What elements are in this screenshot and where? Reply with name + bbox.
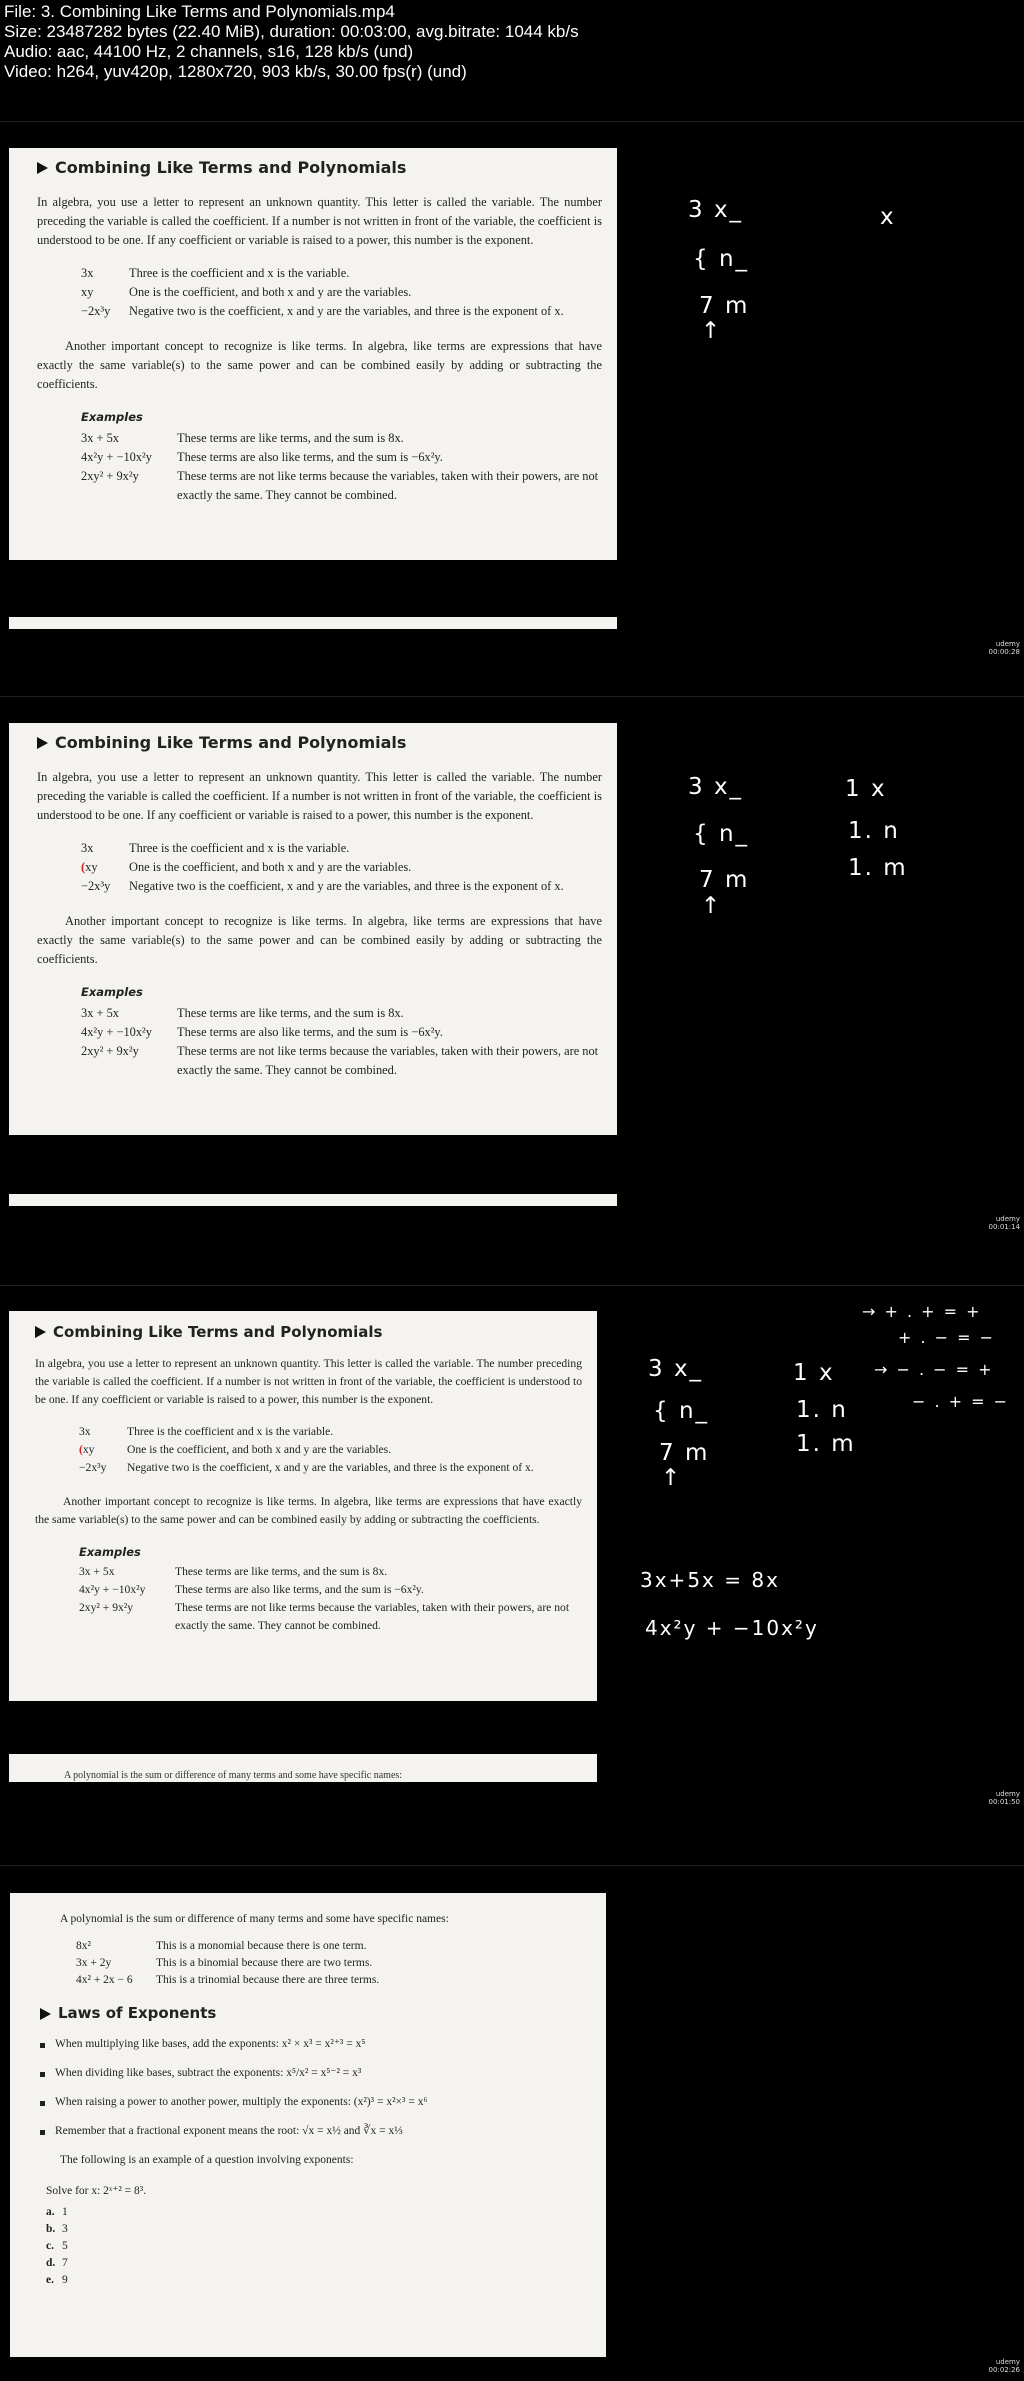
lesson-slide-2 [9,723,617,1135]
examples-heading: Examples [79,1545,141,1559]
like-terms-paragraph: Another important concept to recognize is like terms. In algebra, like terms are expressions that have exactly the same variable(s) to the same power and can be combined easily by adding or subtracting the coefficients. [37,914,602,966]
slide-strip [9,617,617,629]
handwriting: + . − = − [898,1328,996,1347]
annotation-mark-icon: ( [81,860,86,874]
answer-choice: b. 3 [46,2223,68,2235]
polynomial-intro: A polynomial is the sum or difference of many terms and some have specific names: [60,1913,449,1925]
examples-heading: Examples [81,985,143,999]
handwriting: ↑ [701,318,723,344]
video-line: Video: h264, yuv420p, 1280x720, 903 kb/s, 30.00 fps(r) (und) [4,62,467,81]
handwriting: ↑ [661,1465,683,1491]
definition-row: −2x³y Negative two is the coefficient, x and y are the variables, and three is the exponent of x. [81,304,564,318]
handwriting: 1. m [796,1431,856,1457]
handwriting: x [880,204,896,230]
like-terms-paragraph: Another important concept to recognize is like terms. In algebra, like terms are expressions that have exactly the same variable(s) to the same power and can be combined easily by adding or subtracting the coefficients. [37,339,602,391]
polynomial-types [76,1938,586,1989]
file-size-line: Size: 23487282 bytes (22.40 MiB), duration: 00:03:00, avg.bitrate: 1044 kb/s [4,22,579,41]
polynomial-row: 8x² This is a monomial because there is one term. [76,1940,367,1952]
definition-row: 3x Three is the coefficient and x is the variable. [81,266,350,280]
question: Solve for x: 2ˣ⁺² = 8³. [46,2185,147,2197]
definition-row: (xy One is the coefficient, and both x and y are the variables. [81,860,412,874]
law-item: When dividing like bases, subtract the exponents: x⁵/x² = x⁵⁻² = x³ [40,2065,586,2082]
example-row: 2xy² + 9x²y These terms are not like terms because the variables, taken with their powers, are not exactly the same. They cannot be combined. [81,1044,599,1077]
handwriting: 3 x_ [688,774,744,800]
handwriting: { n_ [693,246,750,272]
handwriting: 1. n [848,818,900,844]
example-row: 4x²y + −10x²y These terms are also like terms, and the sum is −6x²y. [81,450,443,464]
intro-paragraph: In algebra, you use a letter to represent an unknown quantity. This letter is called the variable. The number preceding the variable is called the coefficient. If a number is not written in front of the variable, the coefficient is understood to be one. If any coefficient or variable is raised to a power, this number is the exponent. [35,1357,582,1406]
examples-list [79,1563,582,1635]
question-intro: The following is an example of a question involving exponents: [60,2154,354,2166]
definition-row: xy One is the coefficient, and both x and y are the variables. [81,285,412,299]
examples-list [81,1004,602,1080]
answer-choice: c. 5 [46,2240,68,2252]
file-info [4,2,579,82]
annotation-mark-icon: ( [79,1443,83,1456]
definitions [81,264,602,321]
answer-choice: a. 1 [46,2206,68,2218]
timestamp-watermark: udemy 00:00:28 [988,640,1020,656]
answer-choice: d. 7 [46,2257,68,2269]
handwriting: 7 m [659,1440,710,1466]
examples-heading: Examples [81,410,143,424]
intro-paragraph: In algebra, you use a letter to represent an unknown quantity. This letter is called the variable. The number preceding the variable is called the coefficient. If a number is not written in front of the variable, the coefficient is understood to be one. If any coefficient or variable is raised to a power, this number is the exponent. [37,770,602,822]
definitions [79,1423,582,1477]
examples-list [81,429,602,505]
example-row: 3x + 5x These terms are like terms, and the sum is 8x. [81,431,404,445]
handwriting: 1. m [848,855,908,881]
handwriting: 7 m [699,867,750,893]
lesson-title: Combining Like Terms and Polynomials [37,158,602,177]
handwriting: 1 x [793,1360,835,1386]
example-row: 4x²y + −10x²y These terms are also like terms, and the sum is −6x²y. [81,1025,443,1039]
example-row: 2xy² + 9x²y These terms are not like terms because the variables, taken with their powers, are not exactly the same. They cannot be combined. [81,469,599,502]
triangle-bullet-icon [37,162,48,174]
lesson-slide-3 [9,1311,597,1701]
law-item: When multiplying like bases, add the exponents: x² × x³ = x²⁺³ = x⁵ [40,2036,586,2053]
lesson-slide-4 [10,1893,606,2357]
definition-row: −2x³y Negative two is the coefficient, x and y are the variables, and three is the exponent of x. [81,879,564,893]
handwriting: 1. n [796,1397,848,1423]
example-row: 4x²y + −10x²y These terms are also like terms, and the sum is −6x²y. [79,1583,424,1596]
law-item: Remember that a fractional exponent means the root: √x = x½ and ∛x = x⅓ [40,2123,586,2140]
definition-row: −2x³y Negative two is the coefficient, x and y are the variables, and three is the exponent of x. [79,1461,534,1474]
triangle-bullet-icon [40,2008,51,2020]
handwriting: → + . + = + [862,1302,982,1321]
exponent-laws [40,2036,586,2140]
triangle-bullet-icon [35,1326,46,1338]
handwriting: 3 x_ [688,197,744,223]
triangle-bullet-icon [37,737,48,749]
handwriting: 3x+5x = 8x [640,1568,780,1592]
handwriting: 3 x_ [648,1356,704,1382]
timestamp-watermark: udemy 00:01:50 [988,1790,1020,1806]
intro-paragraph: In algebra, you use a letter to represent an unknown quantity. This letter is called the variable. The number preceding the variable is called the coefficient. If a number is not written in front of the variable, the coefficient is understood to be one. If any coefficient or variable is raised to a power, this number is the exponent. [37,195,602,247]
handwriting: 1 x [845,776,887,802]
answer-choices [46,2204,586,2289]
law-item: When raising a power to another power, multiply the exponents: (x²)³ = x²×³ = x⁶ [40,2094,586,2111]
handwriting: 7 m [699,293,750,319]
polynomial-row: 3x + 2y This is a binomial because there are two terms. [76,1957,373,1969]
answer-choice: e. 9 [46,2274,68,2286]
example-row: 3x + 5x These terms are like terms, and the sum is 8x. [81,1006,404,1020]
lesson-slide-1 [9,148,617,560]
like-terms-paragraph: Another important concept to recognize is like terms. In algebra, like terms are expressions that have exactly the same variable(s) to the same power and can be combined easily by adding or subtracting the coefficients. [35,1495,582,1526]
example-row: 2xy² + 9x²y These terms are not like terms because the variables, taken with their powers, are not exactly the same. They cannot be combined. [79,1601,570,1632]
polynomial-row: 4x² + 2x − 6 This is a trinomial because there are three terms. [76,1974,380,1986]
file-name-line: File: 3. Combining Like Terms and Polynomials.mp4 [4,2,395,21]
lesson-title: Combining Like Terms and Polynomials [37,733,602,752]
handwriting: ↑ [701,893,723,919]
audio-line: Audio: aac, 44100 Hz, 2 channels, s16, 128 kb/s (und) [4,42,414,61]
handwriting: { n_ [653,1398,710,1424]
slide-strip: A polynomial is the sum or difference of many terms and some have specific names: [9,1754,597,1782]
handwriting: { n_ [693,821,750,847]
definitions [81,839,602,896]
handwriting: → − . − = + [874,1360,994,1379]
exponents-title: Laws of Exponents [40,2005,586,2022]
handwriting: − . + = − [912,1392,1010,1411]
definition-row: 3x Three is the coefficient and x is the variable. [81,841,350,855]
timestamp-watermark: udemy 00:02:26 [988,2358,1020,2374]
timestamp-watermark: udemy 00:01:14 [988,1215,1020,1231]
definition-row: (xy One is the coefficient, and both x and y are the variables. [79,1443,392,1456]
definition-row: 3x Three is the coefficient and x is the variable. [79,1425,334,1438]
example-row: 3x + 5x These terms are like terms, and the sum is 8x. [79,1565,388,1578]
handwriting: 4x²y + −10x²y [645,1616,819,1640]
slide-strip [9,1194,617,1206]
lesson-title: Combining Like Terms and Polynomials [35,1323,582,1341]
